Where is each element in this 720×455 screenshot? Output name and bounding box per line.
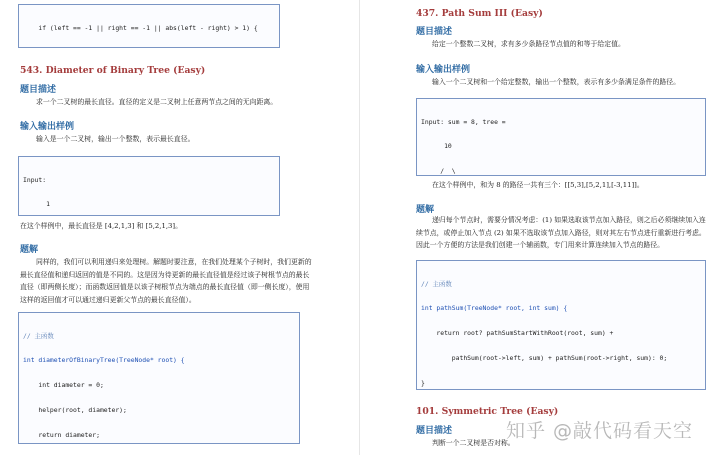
io-text — [36, 133, 194, 146]
desc-line: 给定一个整数二叉树，求有多少条路径节点值的和等于给定值。 — [432, 40, 625, 48]
desc-line: 求一个二叉树的最长直径。直径的定义是二叉树上任意两节点之间的无向距离。 — [36, 98, 278, 106]
example-note — [432, 179, 644, 192]
io-text — [432, 76, 680, 89]
desc-text — [36, 96, 277, 109]
solution-text — [416, 214, 716, 252]
code-line: 10 — [421, 142, 452, 151]
example-code-block — [416, 98, 706, 176]
code-line: pathSum(root->left, sum) + pathSum(root->right, sum): 0; — [421, 354, 668, 363]
section-title-437: 437. Path Sum III (Easy) — [416, 8, 543, 19]
desc-heading: 题目描述 — [20, 85, 57, 95]
section-title-101: 101. Symmetric Tree (Easy) — [416, 406, 559, 417]
solution-text — [20, 256, 350, 306]
code-line: 1 — [23, 200, 50, 209]
example-note-line: 在这个样例中，和为 8 的路径一共有三个：[[5,3],[5,2,1],[-3,11]]。 — [432, 181, 644, 189]
solution-line: 最长直径值和递归返回的值是不同的。这是因为待更新的最长直径值是经过该子树根节点的最长 — [20, 270, 310, 279]
right-page — [360, 0, 720, 455]
solution-line: 因此一个方便的方法是我们创建一个辅函数，专门用来计算连续加入节点的路径。 — [416, 241, 665, 250]
next-desc-text — [432, 437, 515, 450]
code-line: int diameter = 0; — [23, 381, 104, 390]
next-desc-line: 判断一个二叉树是否对称。 — [432, 439, 515, 447]
code-line: int diameterOfBinaryTree(TreeNode* root) { — [23, 356, 185, 365]
solution-heading: 题解 — [20, 245, 39, 255]
solution-code-block — [416, 260, 706, 390]
code-block-top — [18, 4, 280, 48]
example-code-block — [18, 156, 280, 216]
next-desc-heading: 题目描述 — [416, 426, 453, 436]
solution-line: 直径（即两侧长度）；而函数返回值是以该子树根节点为端点的最长直径值（即一侧长度），使用 — [20, 283, 310, 292]
io-line: 输入一个二叉树和一个给定整数，输出一个整数，表示有多少条满足条件的路径。 — [432, 78, 681, 86]
solution-line: 续节点，或停止加入节点 (2) 如果不选取该节点加入路径，则对其左右节点进行重新进行考虑。 — [416, 228, 706, 237]
code-line: int pathSum(TreeNode* root, int sum) { — [421, 304, 568, 313]
code-line: // 主函数 — [23, 331, 54, 340]
solution-line: 同样的，我们可以利用递归来处理树。解题时要注意，在我们处理某个子树时，我们更新的 — [36, 258, 312, 266]
io-heading: 输入输出样例 — [20, 122, 75, 132]
watermark: 知乎 @敲代码看天空 — [506, 420, 694, 442]
solution-code-block — [18, 312, 300, 444]
desc-heading: 题目描述 — [416, 27, 453, 37]
code-line: // 主函数 — [421, 279, 452, 288]
code-line: return root? pathSumStartWithRoot(root, sum) + — [421, 329, 614, 338]
code-line: Input: — [23, 175, 47, 184]
io-heading: 输入输出样例 — [416, 65, 471, 75]
code-line: return diameter; — [23, 431, 100, 440]
example-note — [20, 220, 182, 233]
code-line: } — [421, 379, 425, 388]
io-line: 输入是一个二叉树，输出一个整数，表示最长直径。 — [36, 135, 195, 143]
code-line: Input: sum = 8, tree = — [421, 117, 506, 126]
solution-line: 这样的返回值才可以通过递归更新父节点的最长直径值）。 — [20, 295, 196, 304]
code-line: / \ — [421, 167, 456, 176]
desc-text — [432, 38, 625, 51]
section-title-543: 543. Diameter of Binary Tree (Easy) — [20, 65, 206, 76]
solution-heading: 题解 — [416, 205, 435, 215]
example-note-line: 在这个样例中，最长直径是 [4,2,1,3] 和 [5,2,1,3]。 — [20, 222, 183, 230]
code-line: helper(root, diameter); — [23, 406, 127, 415]
code-line: if (left == -1 || right == -1 || abs(left - right) > 1) { — [23, 23, 258, 32]
solution-line: 递归每个节点时，需要分情况考虑：(1) 如果选取该节点加入路径，则之后必须继续加入连 — [432, 216, 706, 224]
